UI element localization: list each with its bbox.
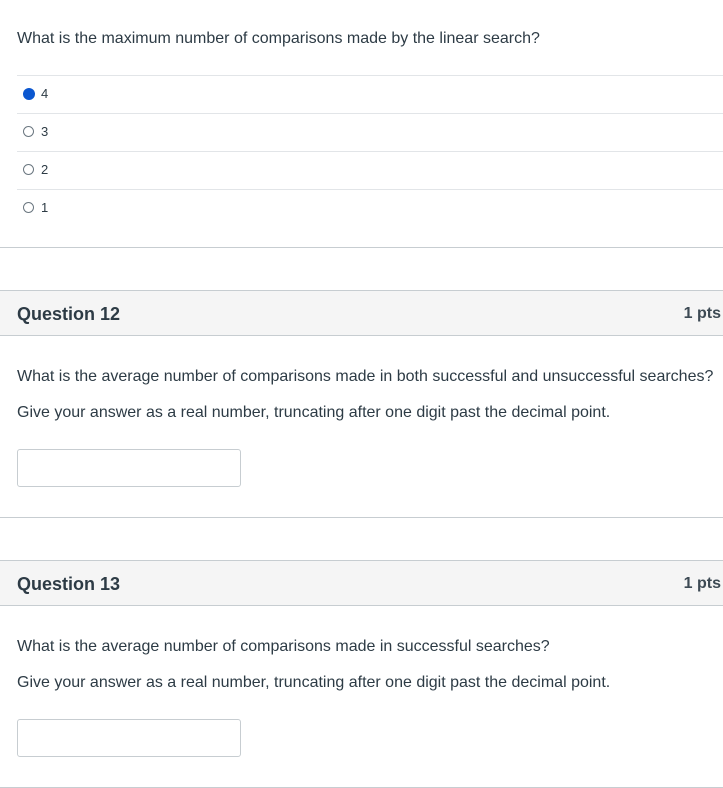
question-13-answer-input[interactable] <box>17 719 241 757</box>
question-13-instruction: Give your answer as a real number, truncating after one digit past the decimal point. <box>17 674 611 691</box>
question-13-text: What is the average number of comparisons made in successful searches? <box>17 638 550 655</box>
radio-unselected-icon[interactable] <box>23 202 34 213</box>
answer-label: 2 <box>41 162 49 177</box>
question-12-title: Question 12 <box>17 304 121 324</box>
question-11-text: What is the maximum number of comparisons made by the linear search? <box>17 30 540 47</box>
answer-option-4[interactable] <box>17 75 723 113</box>
question-12-text: What is the average number of comparisons made in both successful and unsuccessful searches? <box>17 368 714 385</box>
question-12-answer-input[interactable] <box>17 449 241 487</box>
answer-label: 1 <box>41 200 49 215</box>
radio-unselected-icon[interactable] <box>23 126 34 137</box>
answer-option-3[interactable] <box>17 113 723 151</box>
question-13-header <box>0 560 723 606</box>
question-12-points: 1 pts <box>683 305 721 322</box>
question-13-points: 1 pts <box>683 575 721 592</box>
question-11-answers <box>17 75 723 227</box>
answer-option-2[interactable] <box>17 151 723 189</box>
question-12-instruction: Give your answer as a real number, truncating after one digit past the decimal point. <box>17 404 611 421</box>
question-separator <box>0 247 723 248</box>
answer-label: 4 <box>41 86 49 101</box>
question-separator <box>0 517 723 518</box>
answer-label: 3 <box>41 124 49 139</box>
answer-option-1[interactable] <box>17 189 723 227</box>
question-13-title: Question 13 <box>17 574 121 594</box>
radio-selected-icon[interactable] <box>23 88 35 100</box>
question-12-header <box>0 290 723 336</box>
radio-unselected-icon[interactable] <box>23 164 34 175</box>
